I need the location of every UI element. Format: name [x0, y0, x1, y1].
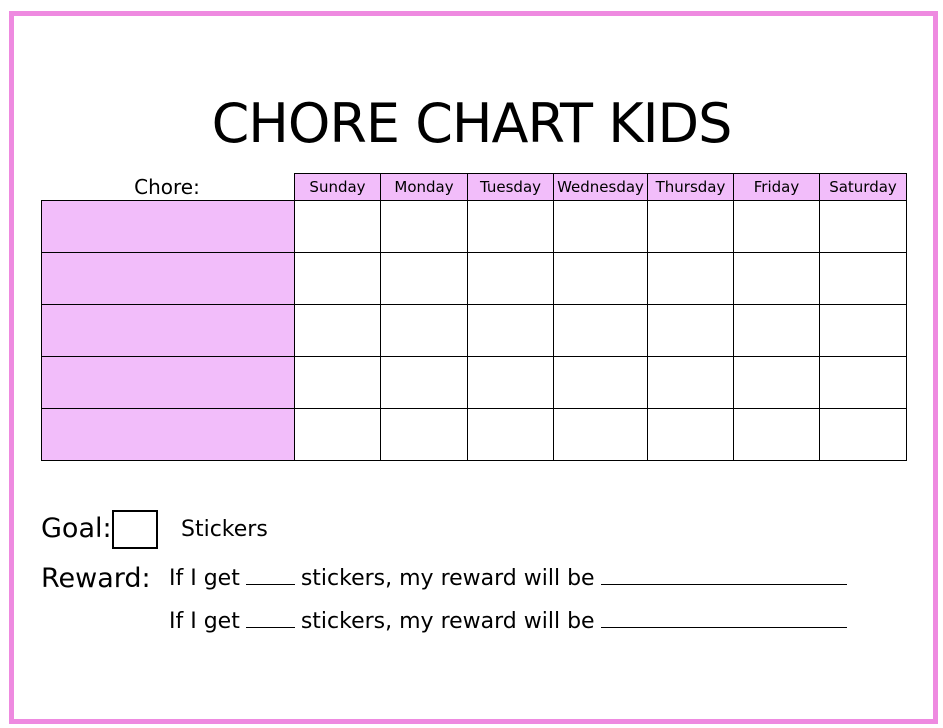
- day-cell-friday[interactable]: [734, 357, 820, 409]
- day-cell-wednesday[interactable]: [554, 357, 648, 409]
- day-cell-tuesday[interactable]: [468, 201, 554, 253]
- day-cell-monday[interactable]: [381, 201, 468, 253]
- day-cell-sunday[interactable]: [295, 253, 381, 305]
- reward-prefix: If I get: [169, 566, 240, 591]
- day-cell-monday[interactable]: [381, 305, 468, 357]
- day-cell-thursday[interactable]: [648, 201, 734, 253]
- chore-row: [42, 357, 907, 409]
- day-cell-saturday[interactable]: [820, 201, 907, 253]
- day-cell-sunday[interactable]: [295, 409, 381, 461]
- day-cell-friday[interactable]: [734, 201, 820, 253]
- day-header-friday: Friday: [734, 174, 820, 201]
- reward-blank[interactable]: [601, 607, 847, 628]
- day-cell-wednesday[interactable]: [554, 253, 648, 305]
- day-cell-thursday[interactable]: [648, 357, 734, 409]
- header-spacer: [42, 174, 295, 201]
- chore-name-cell[interactable]: [42, 305, 295, 357]
- chore-row: [42, 409, 907, 461]
- day-cell-monday[interactable]: [381, 409, 468, 461]
- sticker-count-blank[interactable]: [246, 564, 295, 585]
- sticker-count-blank[interactable]: [246, 607, 295, 628]
- reward-line: [169, 564, 847, 594]
- day-header-thursday: Thursday: [648, 174, 734, 201]
- day-cell-monday[interactable]: [381, 253, 468, 305]
- goal-label: Goal:: [41, 513, 112, 544]
- reward-line: [169, 607, 847, 637]
- day-header-sunday: Sunday: [295, 174, 381, 201]
- day-cell-saturday[interactable]: [820, 305, 907, 357]
- day-cell-saturday[interactable]: [820, 409, 907, 461]
- day-header-tuesday: Tuesday: [468, 174, 554, 201]
- day-header-monday: Monday: [381, 174, 468, 201]
- chore-row: [42, 305, 907, 357]
- reward-middle: stickers, my reward will be: [300, 566, 595, 591]
- day-cell-wednesday[interactable]: [554, 305, 648, 357]
- reward-middle: stickers, my reward will be: [300, 609, 595, 634]
- chore-row: [42, 201, 907, 253]
- goal-unit-label: Stickers: [181, 517, 268, 542]
- day-cell-friday[interactable]: [734, 253, 820, 305]
- chore-name-cell[interactable]: [42, 201, 295, 253]
- day-cell-tuesday[interactable]: [468, 253, 554, 305]
- day-cell-friday[interactable]: [734, 409, 820, 461]
- day-cell-saturday[interactable]: [820, 253, 907, 305]
- day-cell-thursday[interactable]: [648, 305, 734, 357]
- day-cell-sunday[interactable]: [295, 201, 381, 253]
- day-cell-wednesday[interactable]: [554, 201, 648, 253]
- day-header-wednesday: Wednesday: [554, 174, 648, 201]
- day-cell-saturday[interactable]: [820, 357, 907, 409]
- day-header-saturday: Saturday: [820, 174, 907, 201]
- day-cell-monday[interactable]: [381, 357, 468, 409]
- day-cell-tuesday[interactable]: [468, 357, 554, 409]
- reward-label: Reward:: [41, 563, 151, 594]
- reward-prefix: If I get: [169, 609, 240, 634]
- goal-sticker-box[interactable]: [112, 510, 158, 549]
- day-cell-sunday[interactable]: [295, 305, 381, 357]
- reward-blank[interactable]: [601, 564, 847, 585]
- day-cell-tuesday[interactable]: [468, 409, 554, 461]
- page-title: CHORE CHART KIDS: [211, 92, 732, 155]
- day-cell-tuesday[interactable]: [468, 305, 554, 357]
- day-cell-thursday[interactable]: [648, 253, 734, 305]
- day-cell-friday[interactable]: [734, 305, 820, 357]
- chore-name-cell[interactable]: [42, 253, 295, 305]
- chore-column-header: Chore:: [134, 175, 200, 199]
- day-cell-thursday[interactable]: [648, 409, 734, 461]
- day-header-row: [42, 174, 907, 201]
- chore-name-cell[interactable]: [42, 357, 295, 409]
- chore-name-cell[interactable]: [42, 409, 295, 461]
- chore-row: [42, 253, 907, 305]
- day-cell-sunday[interactable]: [295, 357, 381, 409]
- day-cell-wednesday[interactable]: [554, 409, 648, 461]
- chore-grid: [41, 173, 907, 461]
